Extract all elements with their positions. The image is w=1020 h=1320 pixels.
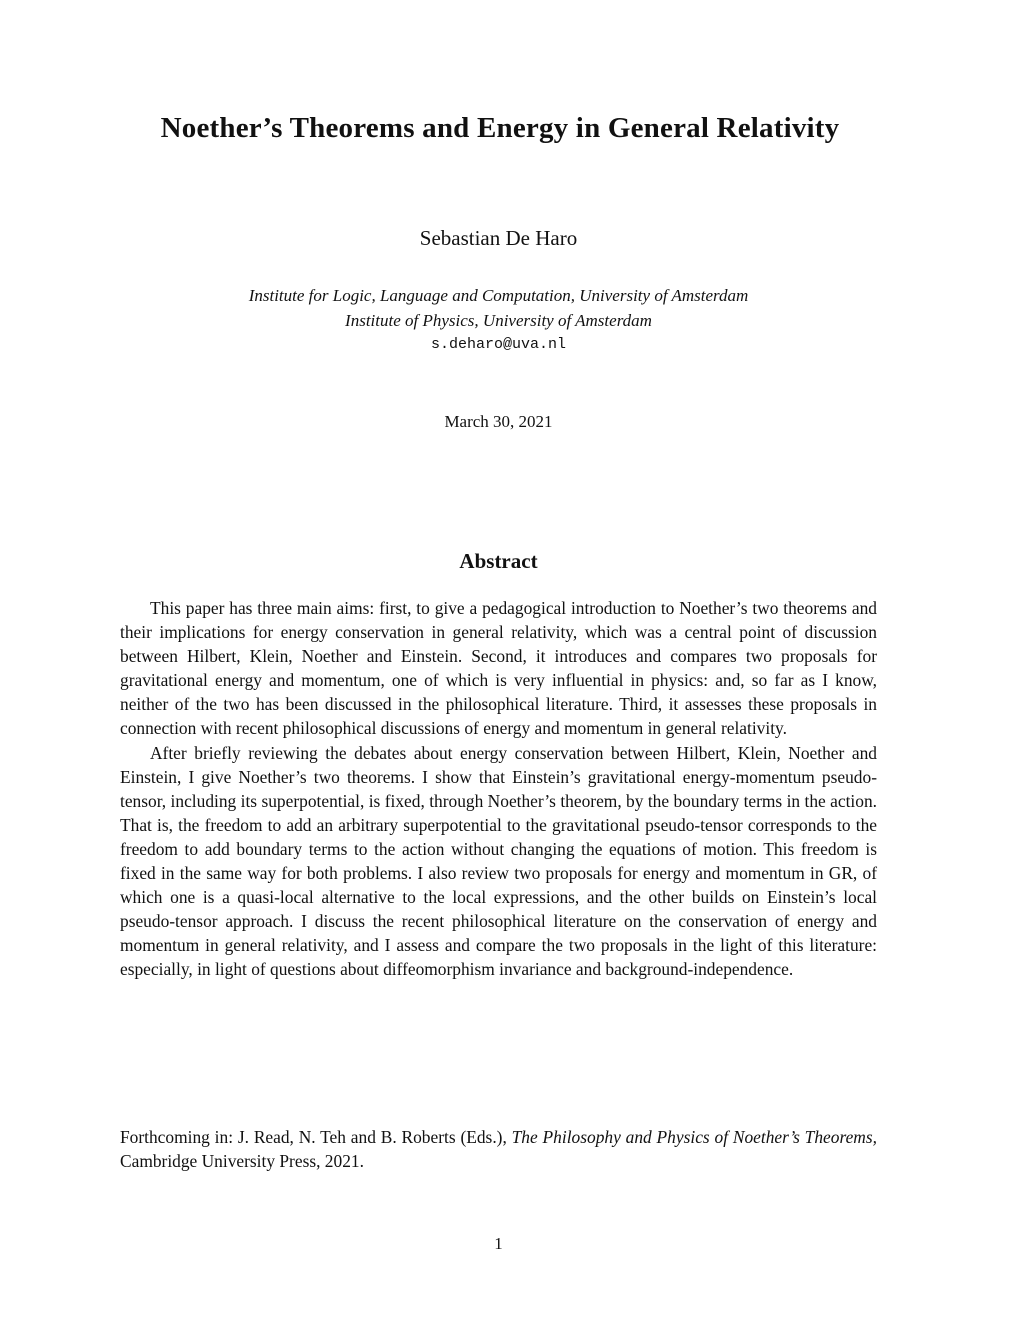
abstract-paragraph-2: After briefly reviewing the debates about energy conservation between Hilbert, Klein, Noether and Einstein, I give Noether’s two theorems. I show that Einstein’s gravitational energy-momentum pseudo-tensor, including its superpotential, is fixed, through Noether’s theorem, by the boundary terms in the action. That is, the freedom to add an arbitrary superpotential to the gravitational pseudo-tensor corresponds to the freedom to add boundary terms to the action without changing the equations of motion. This freedom is fixed in the same way for both problems. I also review two proposals for energy and momentum in GR, of which one is a quasi-local alternative to the local expressions, and the other builds on Einstein’s local pseudo-tensor approach. I discuss the recent philosophical literature on the conservation of energy and momentum in general relativity, and I assess and compare the two proposals in the light of this literature: especially, in light of questions about diffeomorphism invariance and background-independence.: [120, 742, 877, 980]
abstract-heading: Abstract: [459, 549, 538, 573]
affiliation-2: Institute of Physics, University of Amsterdam: [345, 311, 652, 330]
affiliation-1: Institute for Logic, Language and Computation, University of Amsterdam: [248, 286, 749, 305]
author-name: Sebastian De Haro: [419, 226, 578, 250]
forthcoming-suffix: Cambridge University Press, 2021.: [120, 1151, 364, 1172]
paper-title: Noether’s Theorems and Energy in General Relativity: [160, 112, 840, 144]
forthcoming-note: [120, 1125, 877, 1173]
author-email: s.deharo@uva.nl: [430, 336, 567, 353]
forthcoming-prefix: Forthcoming in: J. Read, N. Teh and B. Roberts (Eds.),: [120, 1127, 512, 1147]
abstract-body: [120, 596, 877, 982]
page-number: 1: [494, 1234, 503, 1253]
forthcoming-book-title: The Philosophy and Physics of Noether’s Theorems,: [511, 1127, 877, 1147]
abstract-paragraph-1: This paper has three main aims: first, to give a pedagogical introduction to Noether’s two theorems and their implications for energy conservation in general relativity, which was a central point of discussion between Hilbert, Klein, Noether and Einstein. Second, it introduces and compares two proposals for gravitational energy and momentum, one of which is very influential in physics: and, so far as I know, neither of the two has been discussed in the philosophical literature. Third, it assesses these proposals in connection with recent philosophical discussions of energy and momentum in general relativity.: [120, 598, 877, 739]
publication-date: March 30, 2021: [444, 412, 553, 431]
